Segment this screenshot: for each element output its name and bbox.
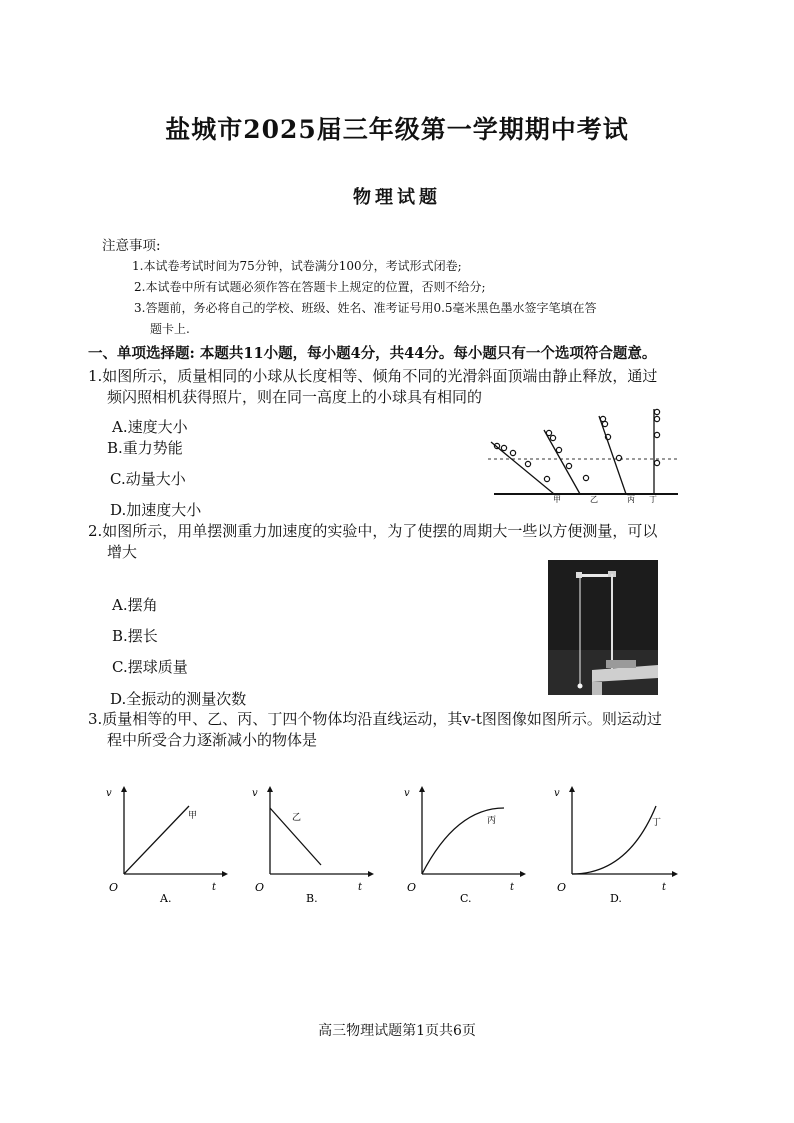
- notice-item: 2.本试卷中所有试题必须作答在答题卡上规定的位置，否则不给分;: [134, 280, 486, 294]
- notice-item: 题卡上.: [150, 322, 190, 336]
- option-b: B.重力势能: [107, 439, 183, 457]
- option-c: C.摆球质量: [112, 658, 188, 676]
- axis-t-label: t: [212, 882, 217, 893]
- option-a: A.速度大小: [112, 418, 188, 436]
- notice-item: 1.本试卷考试时间为75分钟，试卷满分100分，考试形式闭卷;: [132, 259, 462, 273]
- axis-v-label: v: [252, 788, 258, 799]
- question-text: 程中所受合力逐渐减小的物体是: [107, 731, 318, 749]
- page-footer: 高三物理试题第1页共6页: [318, 1023, 476, 1039]
- question-text: 频闪照相机获得照片，则在同一高度上的小球具有相同的: [107, 388, 483, 406]
- axis-v-label: v: [106, 788, 112, 799]
- option-d: D.加速度大小: [110, 501, 202, 519]
- curve-label: 丙: [487, 816, 497, 826]
- curve-label: 乙: [292, 813, 302, 823]
- question-3: [88, 708, 662, 750]
- axis-v-label: v: [554, 788, 560, 799]
- figure-label-ding: 丁: [649, 495, 657, 504]
- figure-label-bing: 丙: [627, 495, 635, 504]
- graph-caption: A.: [160, 892, 172, 905]
- curve-label: 丁: [652, 818, 662, 828]
- question-1: [88, 365, 657, 407]
- question-text: 3.质量相等的甲、乙、丙、丁四个物体均沿直线运动，其v-t图图像如图所示。则运动过: [88, 710, 662, 728]
- origin-label: O: [109, 881, 119, 894]
- option-a: A.摆角: [112, 596, 158, 614]
- vt-graph-d: [548, 778, 682, 910]
- vt-graph-a: [100, 778, 230, 910]
- notice-item: 3.答题前，务必将自己的学校、班级、姓名、准考证号用0.5毫米黑色墨水签字笔填在答: [134, 301, 597, 315]
- origin-label: O: [407, 881, 417, 894]
- figure-label-yi: 乙: [590, 495, 598, 504]
- axis-v-label: v: [404, 788, 410, 799]
- question-2: [88, 520, 657, 562]
- graph-caption: C.: [460, 892, 472, 905]
- figure-label-jia: 甲: [553, 495, 561, 504]
- axis-t-label: t: [510, 882, 515, 893]
- pendulum-photo: [548, 560, 658, 695]
- vt-graph-b: [246, 778, 376, 910]
- page-title: 盐城市2025届三年级第一学期期中考试: [165, 115, 629, 144]
- question-text: 2.如图所示，用单摆测重力加速度的实验中，为了使摆的周期大一些以方便测量，可以: [88, 522, 658, 540]
- origin-label: O: [255, 881, 265, 894]
- inclined-planes-figure: [486, 405, 686, 505]
- graph-caption: D.: [610, 892, 622, 905]
- option-b: B.摆长: [112, 627, 158, 645]
- question-text: 增大: [107, 543, 138, 561]
- origin-label: O: [557, 881, 567, 894]
- question-text: 1.如图所示，质量相同的小球从长度相等、倾角不同的光滑斜面顶端由静止释放，通过: [88, 367, 658, 385]
- option-c: C.动量大小: [110, 470, 186, 488]
- section-heading: 一、单项选择题: 本题共11小题，每小题4分，共44分。每小题只有一个选项符合题意。: [88, 345, 657, 362]
- axis-t-label: t: [662, 882, 667, 893]
- graph-caption: B.: [306, 892, 318, 905]
- axis-t-label: t: [358, 882, 363, 893]
- curve-label: 甲: [188, 811, 198, 821]
- page-subtitle: 物理试题: [353, 187, 441, 208]
- option-d: D.全振动的测量次数: [110, 690, 247, 708]
- notice-heading: 注意事项:: [102, 238, 161, 254]
- vt-graph-c: [398, 778, 528, 910]
